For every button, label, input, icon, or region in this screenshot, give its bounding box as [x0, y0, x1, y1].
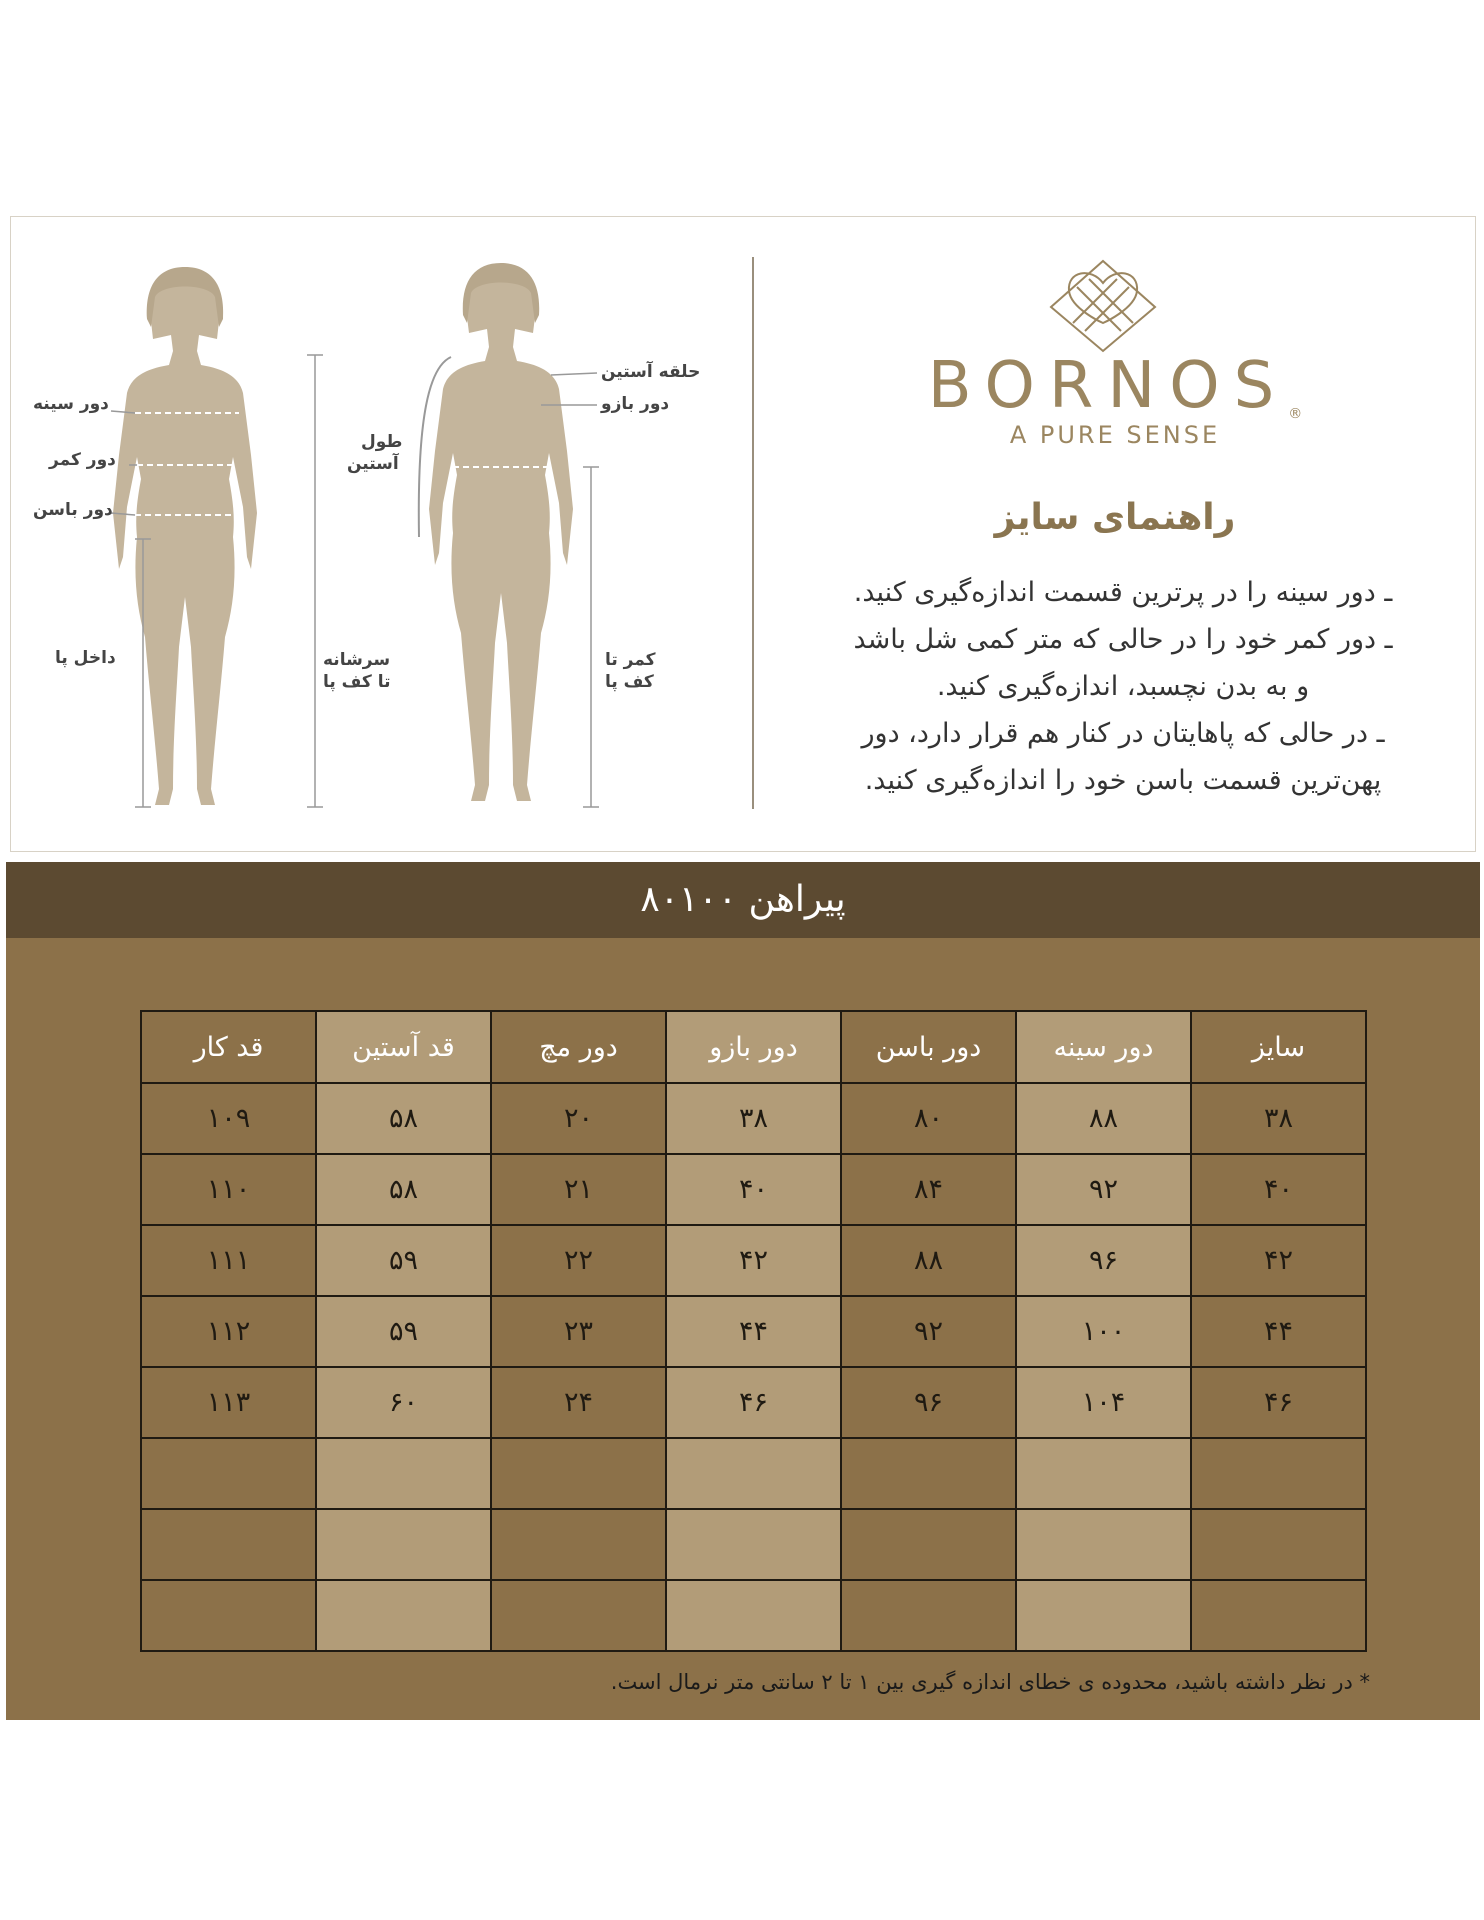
- table-cell: [841, 1580, 1016, 1651]
- header-size: سایز: [1191, 1011, 1366, 1083]
- table-cell: [316, 1438, 491, 1509]
- brand-name: [753, 351, 1477, 421]
- label-chest: دور سینه: [33, 394, 109, 414]
- table-cell: ۸۰: [841, 1083, 1016, 1154]
- table-cell: [1191, 1438, 1366, 1509]
- label-shoulder-to-floor-2: تا کف پا: [323, 672, 391, 692]
- table-header-row: [141, 1011, 1366, 1083]
- header-chest: دور سینه: [1016, 1011, 1191, 1083]
- product-title-bar: [6, 862, 1480, 938]
- bornos-logo-icon: [1043, 257, 1163, 353]
- table-cell: [666, 1580, 841, 1651]
- table-cell: [666, 1438, 841, 1509]
- header-garment-length: قد کار: [141, 1011, 316, 1083]
- table-cell: [1191, 1580, 1366, 1651]
- table-cell: [491, 1438, 666, 1509]
- table-cell: ۴۲: [666, 1225, 841, 1296]
- label-waist-to-floor-2: کف پا: [605, 672, 654, 692]
- table-cell: ۵۸: [316, 1083, 491, 1154]
- table-cell: ۹۲: [841, 1296, 1016, 1367]
- brand-panel: [753, 217, 1477, 853]
- guide-line: ـ دور سینه را در پرترین قسمت اندازه‌گیری کنید.: [853, 577, 1393, 608]
- measurement-footnote: * در نظر داشته باشید، محدوده ی خطای اندازه گیری بین ۱ تا ۲ سانتی متر نرمال است.: [610, 1670, 1370, 1694]
- header-wrist: دور مچ: [491, 1011, 666, 1083]
- table-cell: ۵۹: [316, 1296, 491, 1367]
- table-cell: [841, 1509, 1016, 1580]
- guide-title: راهنمای سایز: [994, 497, 1236, 538]
- table-cell: [1016, 1580, 1191, 1651]
- table-row: [141, 1083, 1366, 1154]
- table-cell: ۴۲: [1191, 1225, 1366, 1296]
- table-cell: ۹۲: [1016, 1154, 1191, 1225]
- table-cell: ۲۱: [491, 1154, 666, 1225]
- table-row-empty: [141, 1580, 1366, 1651]
- table-cell: ۵۸: [316, 1154, 491, 1225]
- table-cell: ۴۰: [666, 1154, 841, 1225]
- size-table: [140, 1010, 1367, 1652]
- table-cell: [316, 1509, 491, 1580]
- table-cell: ۱۰۰: [1016, 1296, 1191, 1367]
- table-cell: ۴۴: [666, 1296, 841, 1367]
- brand-tagline: A PURE SENSE: [1009, 421, 1221, 449]
- table-cell: [316, 1580, 491, 1651]
- table-cell: [141, 1509, 316, 1580]
- table-cell: ۲۲: [491, 1225, 666, 1296]
- guide-line: ـ دور کمر خود را در حالی که متر کمی شل باشد: [853, 624, 1393, 655]
- table-cell: [841, 1438, 1016, 1509]
- header-sleeve-length: قد آستین: [316, 1011, 491, 1083]
- label-sleeve-length-1: طول: [361, 432, 403, 452]
- table-cell: ۸۸: [1016, 1083, 1191, 1154]
- label-sleeve-length-2: آستین: [347, 454, 399, 474]
- table-cell: [1016, 1438, 1191, 1509]
- table-cell: [1191, 1509, 1366, 1580]
- table-cell: ۴۴: [1191, 1296, 1366, 1367]
- table-cell: ۲۳: [491, 1296, 666, 1367]
- table-cell: [141, 1580, 316, 1651]
- measurement-figures: [11, 217, 751, 853]
- label-shoulder-to-floor-1: سرشانه: [323, 650, 391, 670]
- table-cell: ۲۰: [491, 1083, 666, 1154]
- guide-line: و به بدن نچسبد، اندازه‌گیری کنید.: [936, 671, 1310, 702]
- header-upper-arm: دور بازو: [666, 1011, 841, 1083]
- table-cell: ۱۰۹: [141, 1083, 316, 1154]
- table-cell: ۱۱۳: [141, 1367, 316, 1438]
- label-waist: دور کمر: [49, 450, 116, 470]
- label-inseam: داخل پا: [55, 648, 116, 668]
- guide-instructions: [793, 569, 1453, 804]
- table-row-empty: [141, 1438, 1366, 1509]
- table-cell: [491, 1509, 666, 1580]
- guide-line: پهن‌ترین قسمت باسن خود را اندازه‌گیری کنید.: [864, 765, 1382, 796]
- table-cell: ۴۰: [1191, 1154, 1366, 1225]
- table-cell: ۶۰: [316, 1367, 491, 1438]
- table-cell: ۵۹: [316, 1225, 491, 1296]
- table-cell: ۸۸: [841, 1225, 1016, 1296]
- table-cell: [491, 1580, 666, 1651]
- size-guide-card: [10, 216, 1476, 852]
- table-cell: [141, 1438, 316, 1509]
- table-row: [141, 1296, 1366, 1367]
- table-cell: ۳۸: [1191, 1083, 1366, 1154]
- label-hip: دور باسن: [33, 500, 113, 520]
- body-figures-illustration: [11, 217, 751, 853]
- label-armhole: حلقه آستین: [601, 362, 701, 382]
- table-cell: ۸۴: [841, 1154, 1016, 1225]
- guide-line: ـ در حالی که پاهایتان در کنار هم قرار دارد، دور: [861, 718, 1385, 749]
- label-waist-to-floor-1: کمر تا: [605, 650, 656, 670]
- table-cell: ۳۸: [666, 1083, 841, 1154]
- table-cell: ۴۶: [1191, 1367, 1366, 1438]
- product-title: پیراهن ۸۰۱۰۰: [640, 879, 846, 920]
- table-cell: ۱۱۰: [141, 1154, 316, 1225]
- table-cell: ۹۶: [1016, 1225, 1191, 1296]
- table-cell: ۱۱۱: [141, 1225, 316, 1296]
- header-hip: دور باسن: [841, 1011, 1016, 1083]
- table-cell: ۱۰۴: [1016, 1367, 1191, 1438]
- table-row: [141, 1154, 1366, 1225]
- table-cell: [1016, 1509, 1191, 1580]
- label-upper-arm: دور بازو: [601, 394, 670, 414]
- table-row: [141, 1367, 1366, 1438]
- table-cell: ۱۱۲: [141, 1296, 316, 1367]
- registered-mark: ®: [1288, 406, 1303, 422]
- table-cell: ۹۶: [841, 1367, 1016, 1438]
- table-row: [141, 1225, 1366, 1296]
- brand-name-text: BORNOS: [927, 349, 1289, 423]
- table-row-empty: [141, 1509, 1366, 1580]
- table-cell: ۲۴: [491, 1367, 666, 1438]
- size-table-panel: [6, 938, 1480, 1720]
- table-cell: ۴۶: [666, 1367, 841, 1438]
- table-cell: [666, 1509, 841, 1580]
